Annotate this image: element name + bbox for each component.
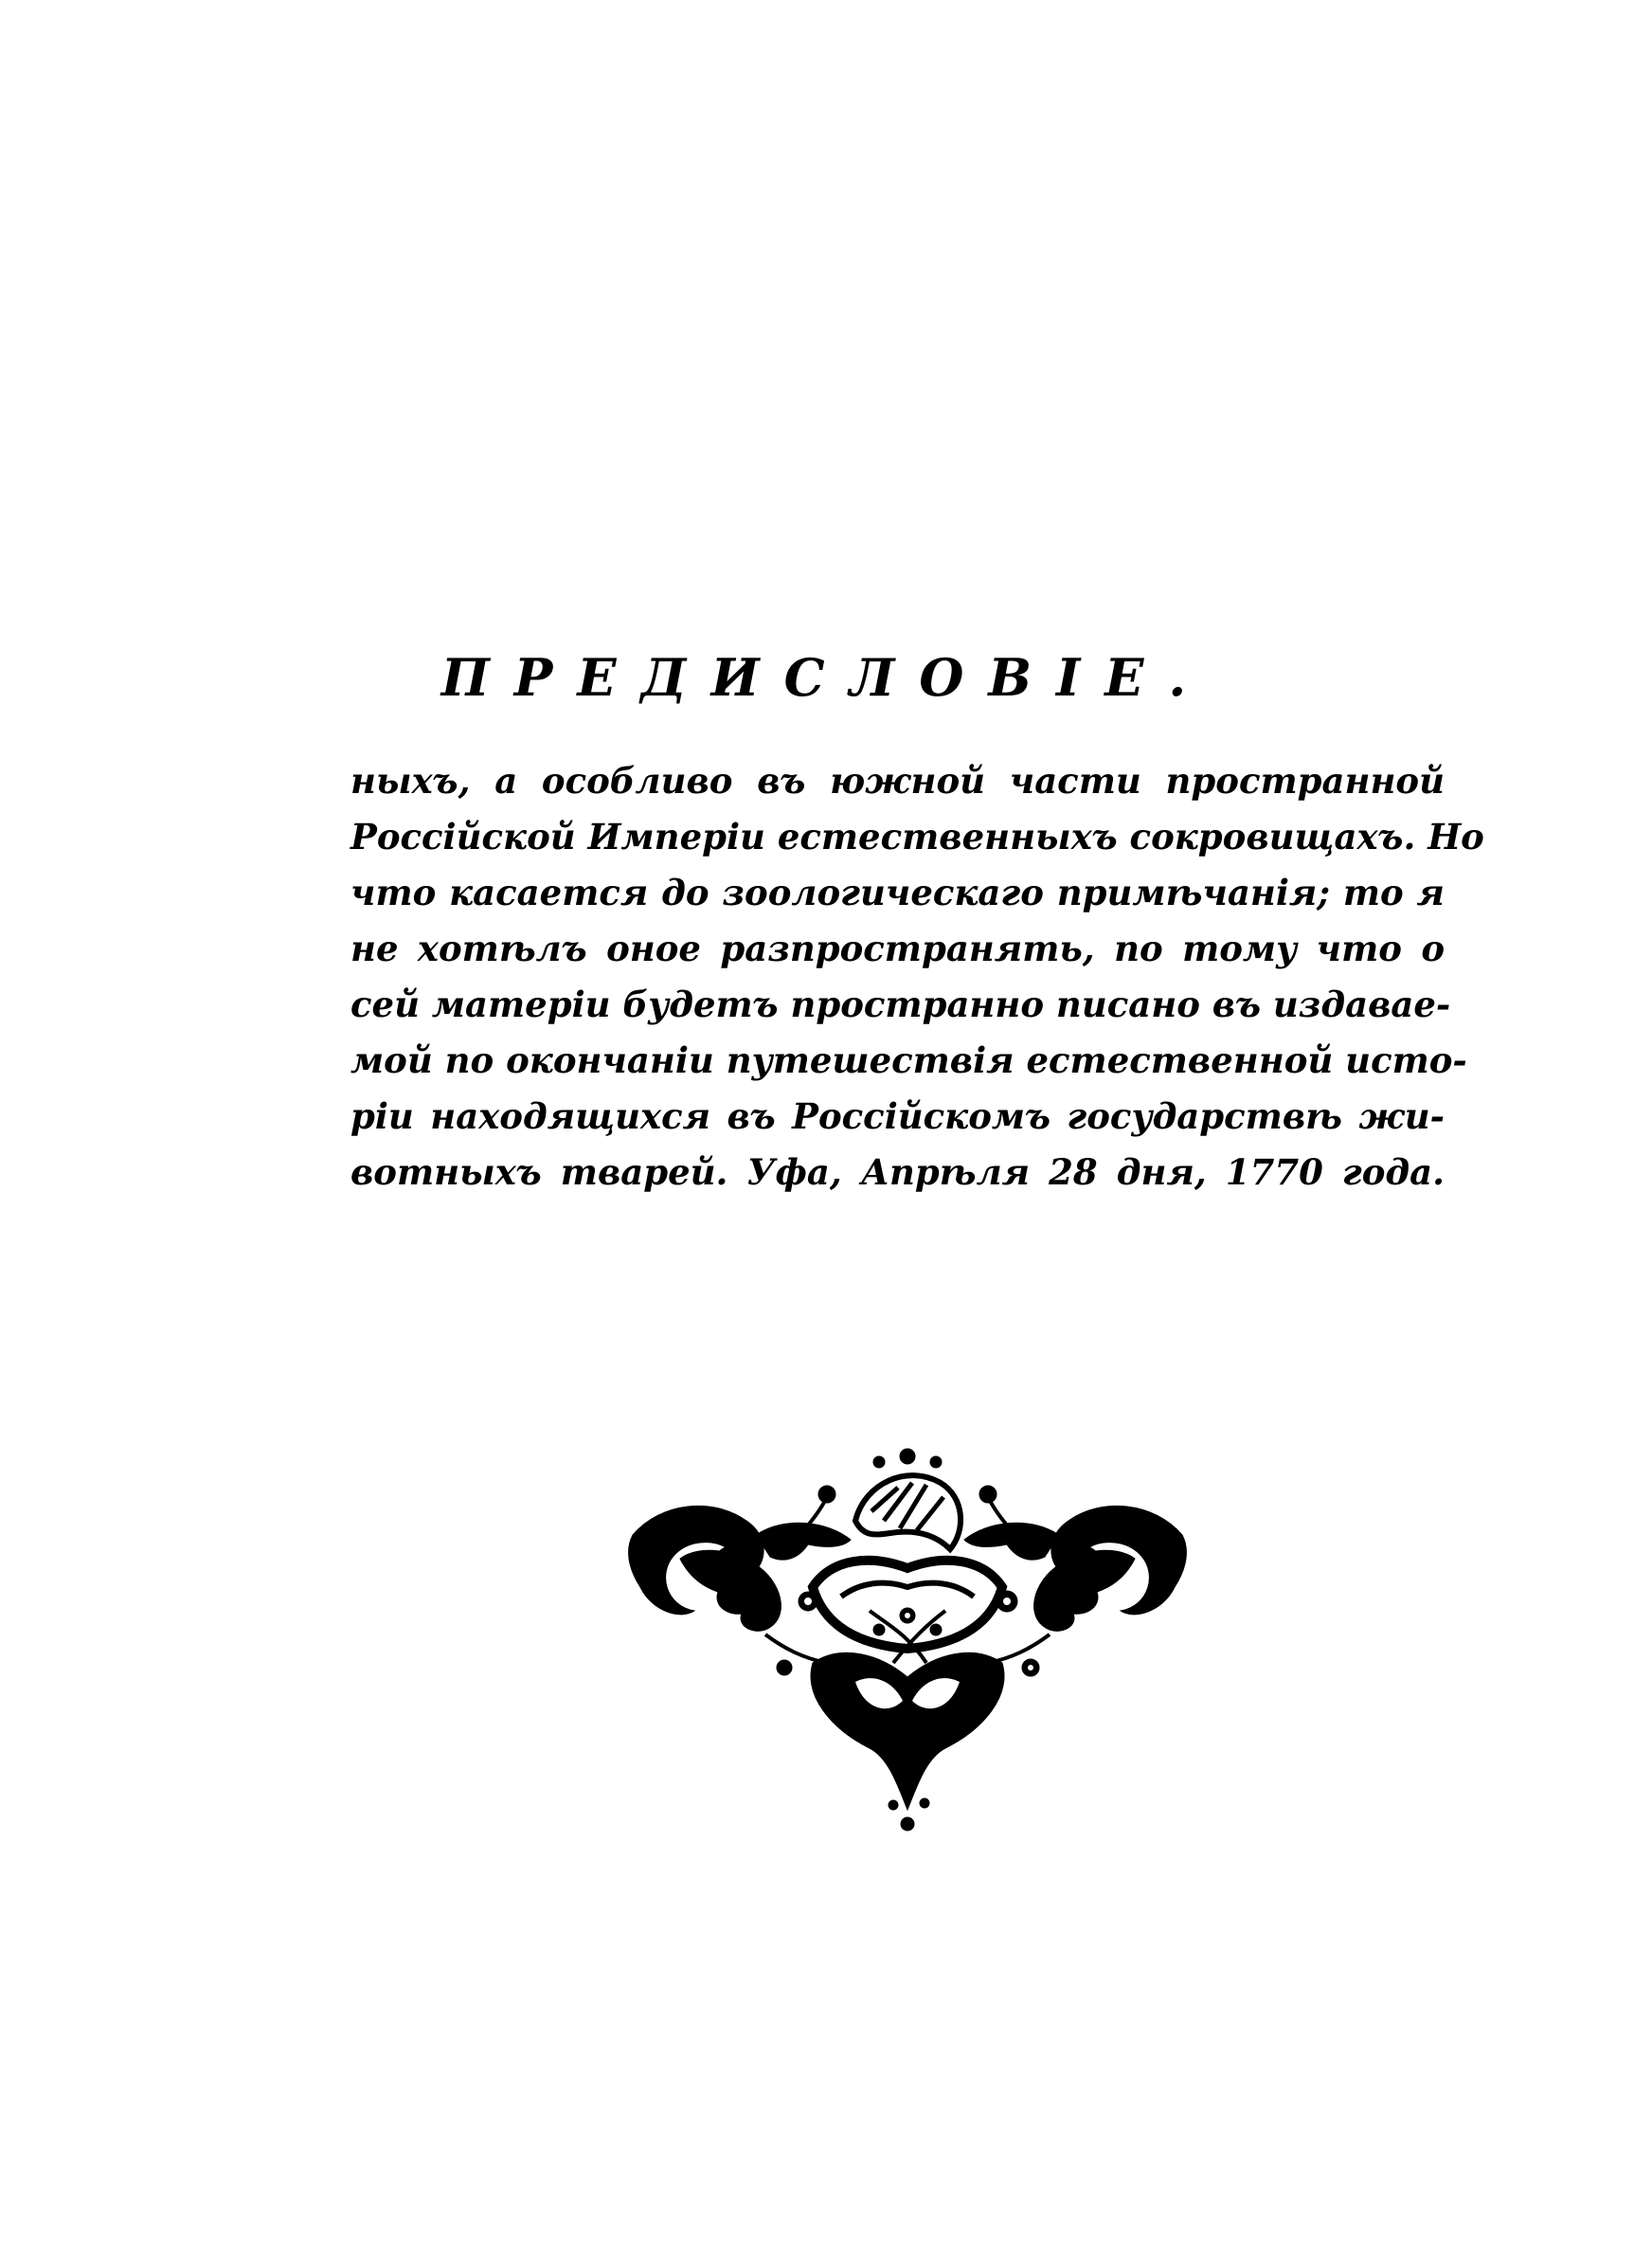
text-line: что касается до зоологическаго примѣчанія; то я — [350, 872, 1445, 913]
text-line: Россійской Имперіи естественныхъ сокровищахъ. Но — [350, 816, 1484, 858]
preface-body — [350, 753, 1484, 1201]
baroque-floral-vignette-icon — [623, 1445, 1192, 1843]
text-line: ныхъ, а особливо въ южной части пространной — [350, 760, 1445, 802]
text-line: ріи находящихся въ Россійскомъ государствѣ жи- — [350, 1095, 1445, 1137]
text-line: сей матеріи будетъ пространно писано въ издавае- — [350, 984, 1451, 1025]
text-line: не хотѣлъ оное разпространять, по тому что о — [350, 928, 1445, 969]
text-line: мой по окончаніи путешествія естественной исто- — [350, 1039, 1467, 1081]
page-heading: ПРЕДИСЛОВІЕ. — [440, 647, 1212, 708]
text-line: вотныхъ тварей. Уфа, Апрѣля 28 дня, 1770 года. — [350, 1151, 1445, 1193]
